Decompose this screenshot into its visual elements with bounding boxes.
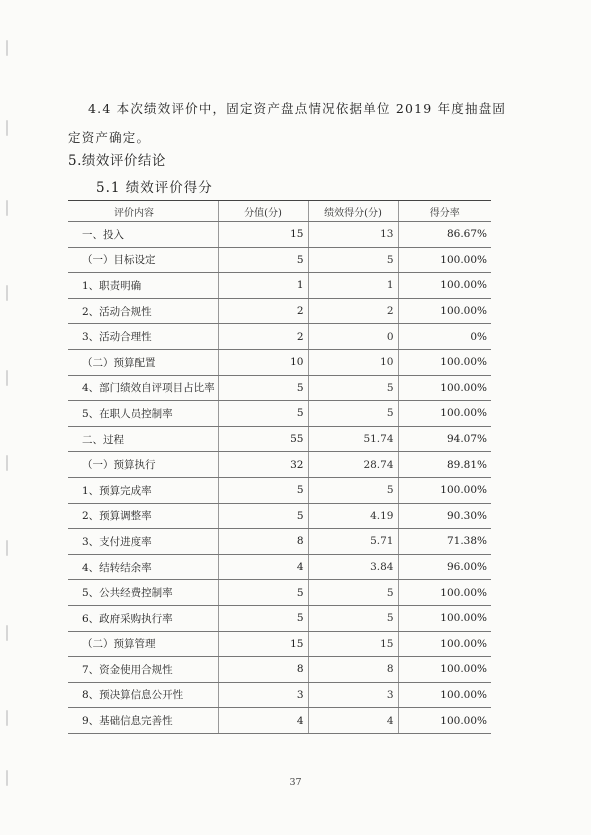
header-item: 评价内容 [68,201,218,222]
header-score: 绩效得分(分) [308,201,398,222]
row-item: 5、在职人员控制率 [68,401,218,427]
row-score: 1 [308,273,398,299]
binding-mark [6,285,8,301]
header-rate: 得分率 [398,201,491,222]
row-value: 5 [218,605,308,631]
row-item: 7、资金使用合规性 [68,657,218,683]
row-rate: 100.00% [398,247,491,273]
row-item: （一）预算执行 [68,452,218,478]
row-rate: 100.00% [398,657,491,683]
row-value: 55 [218,426,308,452]
row-score: 13 [308,222,398,248]
table-row [68,503,491,529]
table-row [68,222,491,248]
row-value: 5 [218,247,308,273]
table-row [68,529,491,555]
row-rate: 90.30% [398,503,491,529]
row-value: 5 [218,401,308,427]
table-row [68,401,491,427]
row-item: 1、预算完成率 [68,477,218,503]
row-score: 28.74 [308,452,398,478]
binding-mark [6,625,8,641]
row-score: 4 [308,708,398,734]
row-item: 1、职责明确 [68,273,218,299]
row-item: 2、预算调整率 [68,503,218,529]
row-item: 二、过程 [68,426,218,452]
binding-mark [6,455,8,471]
header-value: 分值(分) [218,201,308,222]
row-score: 8 [308,657,398,683]
table-row [68,708,491,734]
row-rate: 100.00% [398,375,491,401]
row-value: 5 [218,503,308,529]
page-number: 37 [289,777,302,788]
row-rate: 100.00% [398,477,491,503]
table-row [68,580,491,606]
row-score: 10 [308,349,398,375]
table-row [68,657,491,683]
table-row [68,477,491,503]
section-title: 5.绩效评价结论 [68,153,166,169]
row-value: 15 [218,631,308,657]
row-item: （一）目标设定 [68,247,218,273]
body-paragraph: 4.4 本次绩效评价中，固定资产盘点情况依据单位 2019 年度抽盘固定资产确定。 [68,101,507,145]
row-rate: 100.00% [398,682,491,708]
table-row [68,631,491,657]
row-score: 0 [308,324,398,350]
binding-mark [6,710,8,726]
binding-mark [6,370,8,386]
score-table [68,200,491,734]
table-row [68,273,491,299]
row-item: （二）预算配置 [68,349,218,375]
row-score: 5.71 [308,529,398,555]
row-value: 4 [218,554,308,580]
row-rate: 86.67% [398,222,491,248]
row-value: 3 [218,682,308,708]
row-rate: 100.00% [398,631,491,657]
row-rate: 0% [398,324,491,350]
row-rate: 94.07% [398,426,491,452]
row-rate: 100.00% [398,580,491,606]
row-rate: 100.00% [398,401,491,427]
row-score: 5 [308,401,398,427]
row-score: 5 [308,375,398,401]
row-item: 4、结转结余率 [68,554,218,580]
row-item: 4、部门绩效自评项目占比率 [68,375,218,401]
row-score: 2 [308,298,398,324]
row-score: 5 [308,247,398,273]
row-rate: 100.00% [398,273,491,299]
row-item: 6、政府采购执行率 [68,605,218,631]
subsection-title: 5.1 绩效评价得分 [96,180,213,196]
row-rate: 100.00% [398,349,491,375]
row-item: 2、活动合规性 [68,298,218,324]
table-row [68,554,491,580]
row-rate: 100.00% [398,708,491,734]
row-item: 3、支付进度率 [68,529,218,555]
row-rate: 71.38% [398,529,491,555]
row-rate: 89.81% [398,452,491,478]
table-row [68,247,491,273]
binding-mark [6,540,8,556]
binding-mark [6,200,8,216]
row-rate: 100.00% [398,605,491,631]
table-row [68,349,491,375]
row-value: 5 [218,477,308,503]
row-value: 5 [218,375,308,401]
row-value: 4 [218,708,308,734]
row-value: 8 [218,657,308,683]
row-score: 51.74 [308,426,398,452]
table-row [68,375,491,401]
table-row [68,298,491,324]
row-score: 5 [308,477,398,503]
row-score: 5 [308,580,398,606]
row-value: 10 [218,349,308,375]
row-score: 3.84 [308,554,398,580]
row-value: 32 [218,452,308,478]
row-value: 15 [218,222,308,248]
table-row [68,324,491,350]
row-value: 5 [218,580,308,606]
row-score: 15 [308,631,398,657]
table-row [68,682,491,708]
table-row [68,452,491,478]
row-value: 8 [218,529,308,555]
row-item: 一、投入 [68,222,218,248]
table-row [68,426,491,452]
binding-mark [6,120,8,136]
row-value: 2 [218,298,308,324]
table-row [68,605,491,631]
row-item: 5、公共经费控制率 [68,580,218,606]
row-item: 9、基础信息完善性 [68,708,218,734]
binding-mark [6,40,8,56]
row-item: （二）预算管理 [68,631,218,657]
row-score: 3 [308,682,398,708]
row-item: 3、活动合理性 [68,324,218,350]
row-rate: 100.00% [398,298,491,324]
row-score: 4.19 [308,503,398,529]
table-header-row [68,201,491,222]
row-value: 1 [218,273,308,299]
row-score: 5 [308,605,398,631]
row-rate: 96.00% [398,554,491,580]
row-value: 2 [218,324,308,350]
row-item: 8、预决算信息公开性 [68,682,218,708]
